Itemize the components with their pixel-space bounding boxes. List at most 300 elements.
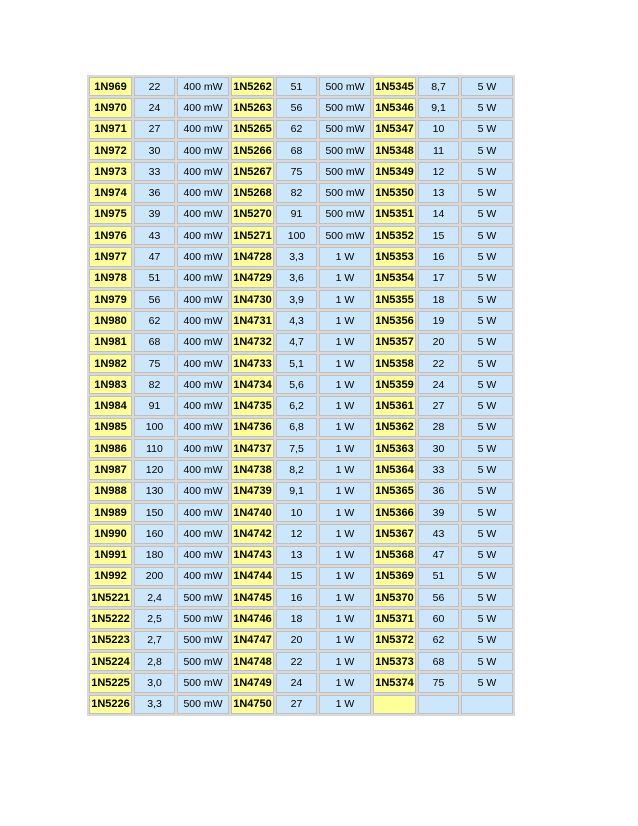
- table-row: [89, 333, 513, 352]
- part-number-cell: 1N5345: [373, 77, 416, 96]
- zener-voltage-cell: 22: [134, 77, 175, 96]
- part-number-cell: 1N992: [89, 567, 132, 586]
- part-number-cell: 1N989: [89, 503, 132, 522]
- part-number-cell: 1N4743: [231, 546, 274, 565]
- part-number-cell: 1N5354: [373, 269, 416, 288]
- zener-voltage-cell: 51: [276, 77, 317, 96]
- power-rating-cell: 400 mW: [177, 205, 229, 224]
- part-number-cell: 1N5347: [373, 120, 416, 139]
- part-number-cell: 1N4734: [231, 375, 274, 394]
- power-rating-cell: 5 W: [461, 652, 513, 671]
- zener-voltage-cell: 16: [276, 588, 317, 607]
- zener-voltage-cell: 6,2: [276, 396, 317, 415]
- zener-voltage-cell: 91: [134, 396, 175, 415]
- zener-voltage-cell: 20: [276, 631, 317, 650]
- power-rating-cell: 5 W: [461, 673, 513, 692]
- power-rating-cell: 5 W: [461, 290, 513, 309]
- power-rating-cell: 5 W: [461, 226, 513, 245]
- part-number-cell: 1N969: [89, 77, 132, 96]
- zener-voltage-cell: 27: [276, 695, 317, 714]
- power-rating-cell: 500 mW: [319, 120, 371, 139]
- table-row: [89, 631, 513, 650]
- part-number-cell: 1N5357: [373, 333, 416, 352]
- part-number-cell: 1N977: [89, 247, 132, 266]
- power-rating-cell: 400 mW: [177, 482, 229, 501]
- part-number-cell: 1N4732: [231, 333, 274, 352]
- part-number-cell: 1N974: [89, 183, 132, 202]
- zener-voltage-cell: 56: [134, 290, 175, 309]
- zener-voltage-cell: 28: [418, 418, 459, 437]
- part-number-cell: 1N5351: [373, 205, 416, 224]
- part-number-cell: 1N982: [89, 354, 132, 373]
- table-row: [89, 141, 513, 160]
- power-rating-cell: 400 mW: [177, 269, 229, 288]
- power-rating-cell: 5 W: [461, 205, 513, 224]
- power-rating-cell: 400 mW: [177, 567, 229, 586]
- table-row: [89, 673, 513, 692]
- table-row: [89, 290, 513, 309]
- part-number-cell: 1N5224: [89, 652, 132, 671]
- power-rating-cell: 5 W: [461, 354, 513, 373]
- part-number-cell: 1N5223: [89, 631, 132, 650]
- zener-voltage-cell: 27: [134, 120, 175, 139]
- table-row: [89, 439, 513, 458]
- part-number-cell: 1N5368: [373, 546, 416, 565]
- zener-voltage-cell: 27: [418, 396, 459, 415]
- table-row: [89, 546, 513, 565]
- zener-voltage-cell: 24: [418, 375, 459, 394]
- power-rating-cell: 500 mW: [177, 695, 229, 714]
- zener-voltage-cell: 62: [418, 631, 459, 650]
- power-rating-cell: 1 W: [319, 333, 371, 352]
- zener-voltage-cell: 9,1: [276, 482, 317, 501]
- zener-voltage-cell: 14: [418, 205, 459, 224]
- power-rating-cell: 1 W: [319, 375, 371, 394]
- part-number-cell: 1N4729: [231, 269, 274, 288]
- power-rating-cell: 400 mW: [177, 439, 229, 458]
- power-rating-cell: 400 mW: [177, 120, 229, 139]
- zener-voltage-cell: 10: [276, 503, 317, 522]
- table-row: [89, 247, 513, 266]
- power-rating-cell: 400 mW: [177, 183, 229, 202]
- power-rating-cell: 500 mW: [319, 98, 371, 117]
- part-number-cell: 1N4748: [231, 652, 274, 671]
- part-number-cell: 1N5270: [231, 205, 274, 224]
- power-rating-cell: 5 W: [461, 269, 513, 288]
- power-rating-cell: 1 W: [319, 609, 371, 628]
- zener-voltage-cell: 2,4: [134, 588, 175, 607]
- zener-voltage-cell: 5,1: [276, 354, 317, 373]
- part-number-cell: 1N4731: [231, 311, 274, 330]
- power-rating-cell: 1 W: [319, 290, 371, 309]
- part-number-cell: 1N973: [89, 162, 132, 181]
- power-rating-cell: 1 W: [319, 354, 371, 373]
- zener-voltage-cell: 24: [276, 673, 317, 692]
- zener-voltage-cell: 4,3: [276, 311, 317, 330]
- zener-voltage-cell: 39: [134, 205, 175, 224]
- power-rating-cell: 500 mW: [177, 609, 229, 628]
- power-rating-cell: 1 W: [319, 503, 371, 522]
- part-number-cell: 1N5367: [373, 524, 416, 543]
- power-rating-cell: 5 W: [461, 503, 513, 522]
- part-number-cell: 1N972: [89, 141, 132, 160]
- table-row: [89, 162, 513, 181]
- zener-voltage-cell: 91: [276, 205, 317, 224]
- zener-voltage-cell: 3,9: [276, 290, 317, 309]
- power-rating-cell: 1 W: [319, 652, 371, 671]
- part-number-cell: 1N4745: [231, 588, 274, 607]
- part-number-cell: 1N975: [89, 205, 132, 224]
- table-body: [89, 77, 513, 714]
- zener-voltage-cell: 7,5: [276, 439, 317, 458]
- power-rating-cell: 400 mW: [177, 311, 229, 330]
- part-number-cell: 1N5353: [373, 247, 416, 266]
- zener-voltage-cell: 100: [276, 226, 317, 245]
- power-rating-cell: 5 W: [461, 460, 513, 479]
- power-rating-cell: 5 W: [461, 439, 513, 458]
- power-rating-cell: 400 mW: [177, 354, 229, 373]
- power-rating-cell: 400 mW: [177, 226, 229, 245]
- zener-voltage-cell: 15: [276, 567, 317, 586]
- zener-voltage-cell: 3,3: [276, 247, 317, 266]
- power-rating-cell: 400 mW: [177, 524, 229, 543]
- zener-voltage-cell: 62: [276, 120, 317, 139]
- part-number-cell: 1N4728: [231, 247, 274, 266]
- zener-voltage-cell: 120: [134, 460, 175, 479]
- part-number-cell: 1N5372: [373, 631, 416, 650]
- part-number-cell: 1N991: [89, 546, 132, 565]
- part-number-cell: 1N981: [89, 333, 132, 352]
- part-number-cell: 1N4742: [231, 524, 274, 543]
- power-rating-cell: 500 mW: [177, 631, 229, 650]
- zener-voltage-cell: 33: [134, 162, 175, 181]
- zener-voltage-cell: 56: [276, 98, 317, 117]
- power-rating-cell: 400 mW: [177, 98, 229, 117]
- part-number-cell: 1N5371: [373, 609, 416, 628]
- zener-voltage-cell: 200: [134, 567, 175, 586]
- power-rating-cell: 400 mW: [177, 141, 229, 160]
- zener-voltage-cell: 82: [276, 183, 317, 202]
- power-rating-cell: [461, 695, 513, 714]
- zener-voltage-cell: 24: [134, 98, 175, 117]
- zener-voltage-cell: 75: [134, 354, 175, 373]
- power-rating-cell: 5 W: [461, 567, 513, 586]
- zener-voltage-cell: 30: [418, 439, 459, 458]
- power-rating-cell: 1 W: [319, 418, 371, 437]
- part-number-cell: 1N984: [89, 396, 132, 415]
- zener-voltage-cell: 13: [276, 546, 317, 565]
- table-row: [89, 375, 513, 394]
- table-row: [89, 524, 513, 543]
- table-row: [89, 205, 513, 224]
- power-rating-cell: 5 W: [461, 162, 513, 181]
- table-row: [89, 120, 513, 139]
- power-rating-cell: 1 W: [319, 482, 371, 501]
- zener-voltage-cell: 36: [134, 183, 175, 202]
- zener-voltage-cell: 18: [276, 609, 317, 628]
- table-row: [89, 695, 513, 714]
- power-rating-cell: 500 mW: [319, 77, 371, 96]
- power-rating-cell: 5 W: [461, 396, 513, 415]
- zener-voltage-cell: 43: [134, 226, 175, 245]
- zener-voltage-cell: 15: [418, 226, 459, 245]
- part-number-cell: 1N987: [89, 460, 132, 479]
- part-number-cell: 1N5352: [373, 226, 416, 245]
- zener-voltage-cell: 3,0: [134, 673, 175, 692]
- part-number-cell: 1N971: [89, 120, 132, 139]
- part-number-cell: 1N983: [89, 375, 132, 394]
- part-number-cell: 1N5364: [373, 460, 416, 479]
- zener-voltage-cell: 47: [418, 546, 459, 565]
- table-row: [89, 588, 513, 607]
- table-row: [89, 354, 513, 373]
- zener-voltage-cell: 8,7: [418, 77, 459, 96]
- zener-voltage-cell: 2,7: [134, 631, 175, 650]
- power-rating-cell: 5 W: [461, 247, 513, 266]
- zener-voltage-cell: 12: [418, 162, 459, 181]
- part-number-cell: 1N5366: [373, 503, 416, 522]
- power-rating-cell: 5 W: [461, 98, 513, 117]
- power-rating-cell: 5 W: [461, 120, 513, 139]
- part-number-cell: 1N990: [89, 524, 132, 543]
- part-number-cell: 1N5361: [373, 396, 416, 415]
- table-row: [89, 226, 513, 245]
- part-number-cell: 1N5348: [373, 141, 416, 160]
- power-rating-cell: 500 mW: [177, 673, 229, 692]
- table-row: [89, 418, 513, 437]
- part-number-cell: 1N5356: [373, 311, 416, 330]
- zener-voltage-cell: 22: [276, 652, 317, 671]
- table-row: [89, 183, 513, 202]
- zener-voltage-cell: 51: [134, 269, 175, 288]
- power-rating-cell: 5 W: [461, 546, 513, 565]
- part-number-cell: 1N5221: [89, 588, 132, 607]
- table-row: [89, 503, 513, 522]
- part-number-cell: 1N5350: [373, 183, 416, 202]
- part-number-cell: 1N5265: [231, 120, 274, 139]
- part-number-cell: 1N5359: [373, 375, 416, 394]
- part-number-cell: 1N986: [89, 439, 132, 458]
- part-number-cell: 1N5374: [373, 673, 416, 692]
- power-rating-cell: 1 W: [319, 695, 371, 714]
- part-number-cell: 1N5222: [89, 609, 132, 628]
- zener-voltage-cell: 43: [418, 524, 459, 543]
- part-number-cell: 1N5369: [373, 567, 416, 586]
- part-number-cell: 1N4738: [231, 460, 274, 479]
- power-rating-cell: 1 W: [319, 439, 371, 458]
- zener-voltage-cell: 18: [418, 290, 459, 309]
- zener-voltage-cell: 68: [276, 141, 317, 160]
- power-rating-cell: 500 mW: [319, 141, 371, 160]
- power-rating-cell: 400 mW: [177, 77, 229, 96]
- part-number-cell: 1N4746: [231, 609, 274, 628]
- zener-voltage-cell: 13: [418, 183, 459, 202]
- zener-voltage-cell: [418, 695, 459, 714]
- power-rating-cell: 400 mW: [177, 247, 229, 266]
- power-rating-cell: 5 W: [461, 311, 513, 330]
- table-row: [89, 460, 513, 479]
- part-number-cell: 1N4747: [231, 631, 274, 650]
- power-rating-cell: 1 W: [319, 269, 371, 288]
- zener-voltage-cell: 2,8: [134, 652, 175, 671]
- power-rating-cell: 5 W: [461, 77, 513, 96]
- power-rating-cell: 1 W: [319, 567, 371, 586]
- power-rating-cell: 5 W: [461, 588, 513, 607]
- part-number-cell: 1N5271: [231, 226, 274, 245]
- power-rating-cell: 5 W: [461, 609, 513, 628]
- zener-voltage-cell: 75: [418, 673, 459, 692]
- power-rating-cell: 5 W: [461, 418, 513, 437]
- part-number-cell: 1N4737: [231, 439, 274, 458]
- zener-voltage-cell: 47: [134, 247, 175, 266]
- table-row: [89, 396, 513, 415]
- part-number-cell: 1N5363: [373, 439, 416, 458]
- table-row: [89, 98, 513, 117]
- power-rating-cell: 400 mW: [177, 333, 229, 352]
- part-number-cell: 1N5226: [89, 695, 132, 714]
- power-rating-cell: 500 mW: [319, 205, 371, 224]
- power-rating-cell: 5 W: [461, 524, 513, 543]
- zener-voltage-cell: 62: [134, 311, 175, 330]
- part-number-cell: 1N5268: [231, 183, 274, 202]
- zener-voltage-cell: 51: [418, 567, 459, 586]
- power-rating-cell: 400 mW: [177, 460, 229, 479]
- zener-voltage-cell: 5,6: [276, 375, 317, 394]
- zener-voltage-cell: 20: [418, 333, 459, 352]
- power-rating-cell: 400 mW: [177, 396, 229, 415]
- zener-voltage-cell: 8,2: [276, 460, 317, 479]
- power-rating-cell: 400 mW: [177, 290, 229, 309]
- power-rating-cell: 5 W: [461, 375, 513, 394]
- zener-voltage-cell: 150: [134, 503, 175, 522]
- power-rating-cell: 5 W: [461, 631, 513, 650]
- power-rating-cell: 1 W: [319, 524, 371, 543]
- power-rating-cell: 500 mW: [319, 183, 371, 202]
- zener-voltage-cell: 22: [418, 354, 459, 373]
- part-number-cell: 1N4733: [231, 354, 274, 373]
- part-number-cell: 1N4739: [231, 482, 274, 501]
- part-number-cell: 1N5365: [373, 482, 416, 501]
- power-rating-cell: 5 W: [461, 141, 513, 160]
- part-number-cell: 1N978: [89, 269, 132, 288]
- part-number-cell: 1N980: [89, 311, 132, 330]
- part-number-cell: 1N5370: [373, 588, 416, 607]
- part-number-cell: 1N4740: [231, 503, 274, 522]
- power-rating-cell: 500 mW: [319, 162, 371, 181]
- zener-voltage-cell: 100: [134, 418, 175, 437]
- part-number-cell: 1N5362: [373, 418, 416, 437]
- table-row: [89, 269, 513, 288]
- zener-voltage-cell: 110: [134, 439, 175, 458]
- table-row: [89, 567, 513, 586]
- power-rating-cell: 1 W: [319, 631, 371, 650]
- power-rating-cell: 400 mW: [177, 418, 229, 437]
- power-rating-cell: 1 W: [319, 588, 371, 607]
- zener-voltage-cell: 68: [418, 652, 459, 671]
- zener-voltage-cell: 10: [418, 120, 459, 139]
- zener-voltage-cell: 16: [418, 247, 459, 266]
- power-rating-cell: 1 W: [319, 546, 371, 565]
- table-row: [89, 77, 513, 96]
- part-number-cell: 1N985: [89, 418, 132, 437]
- zener-voltage-cell: 2,5: [134, 609, 175, 628]
- zener-voltage-cell: 82: [134, 375, 175, 394]
- part-number-cell: 1N5358: [373, 354, 416, 373]
- zener-voltage-cell: 17: [418, 269, 459, 288]
- part-number-cell: 1N5346: [373, 98, 416, 117]
- zener-voltage-cell: 4,7: [276, 333, 317, 352]
- table-row: [89, 652, 513, 671]
- zener-voltage-cell: 39: [418, 503, 459, 522]
- zener-voltage-cell: 180: [134, 546, 175, 565]
- part-number-cell: 1N4730: [231, 290, 274, 309]
- power-rating-cell: 500 mW: [177, 652, 229, 671]
- part-number-cell: 1N4749: [231, 673, 274, 692]
- zener-voltage-cell: 30: [134, 141, 175, 160]
- part-number-cell: 1N970: [89, 98, 132, 117]
- part-number-cell: 1N4744: [231, 567, 274, 586]
- power-rating-cell: 500 mW: [177, 588, 229, 607]
- part-number-cell: 1N5225: [89, 673, 132, 692]
- table-row: [89, 609, 513, 628]
- part-number-cell: 1N5373: [373, 652, 416, 671]
- part-number-cell: 1N988: [89, 482, 132, 501]
- power-rating-cell: 5 W: [461, 333, 513, 352]
- zener-voltage-cell: 3,6: [276, 269, 317, 288]
- power-rating-cell: 400 mW: [177, 503, 229, 522]
- part-number-cell: 1N4735: [231, 396, 274, 415]
- power-rating-cell: 1 W: [319, 311, 371, 330]
- power-rating-cell: 1 W: [319, 396, 371, 415]
- power-rating-cell: 400 mW: [177, 162, 229, 181]
- part-number-cell: [373, 695, 416, 714]
- power-rating-cell: 400 mW: [177, 375, 229, 394]
- zener-voltage-cell: 3,3: [134, 695, 175, 714]
- part-number-cell: 1N979: [89, 290, 132, 309]
- power-rating-cell: 1 W: [319, 460, 371, 479]
- zener-voltage-cell: 160: [134, 524, 175, 543]
- power-rating-cell: 500 mW: [319, 226, 371, 245]
- zener-voltage-cell: 56: [418, 588, 459, 607]
- part-number-cell: 1N5262: [231, 77, 274, 96]
- zener-voltage-cell: 68: [134, 333, 175, 352]
- power-rating-cell: 400 mW: [177, 546, 229, 565]
- power-rating-cell: 1 W: [319, 247, 371, 266]
- zener-voltage-cell: 33: [418, 460, 459, 479]
- part-number-cell: 1N4750: [231, 695, 274, 714]
- power-rating-cell: 1 W: [319, 673, 371, 692]
- part-number-cell: 1N5355: [373, 290, 416, 309]
- zener-voltage-cell: 60: [418, 609, 459, 628]
- table-row: [89, 311, 513, 330]
- zener-voltage-cell: 75: [276, 162, 317, 181]
- zener-voltage-cell: 6,8: [276, 418, 317, 437]
- part-number-cell: 1N5349: [373, 162, 416, 181]
- part-number-cell: 1N5267: [231, 162, 274, 181]
- zener-diode-table: [87, 75, 515, 716]
- part-number-cell: 1N5263: [231, 98, 274, 117]
- table-row: [89, 482, 513, 501]
- zener-voltage-cell: 11: [418, 141, 459, 160]
- power-rating-cell: 5 W: [461, 183, 513, 202]
- zener-voltage-cell: 130: [134, 482, 175, 501]
- part-number-cell: 1N976: [89, 226, 132, 245]
- zener-voltage-cell: 36: [418, 482, 459, 501]
- part-number-cell: 1N4736: [231, 418, 274, 437]
- power-rating-cell: 5 W: [461, 482, 513, 501]
- part-number-cell: 1N5266: [231, 141, 274, 160]
- zener-voltage-cell: 12: [276, 524, 317, 543]
